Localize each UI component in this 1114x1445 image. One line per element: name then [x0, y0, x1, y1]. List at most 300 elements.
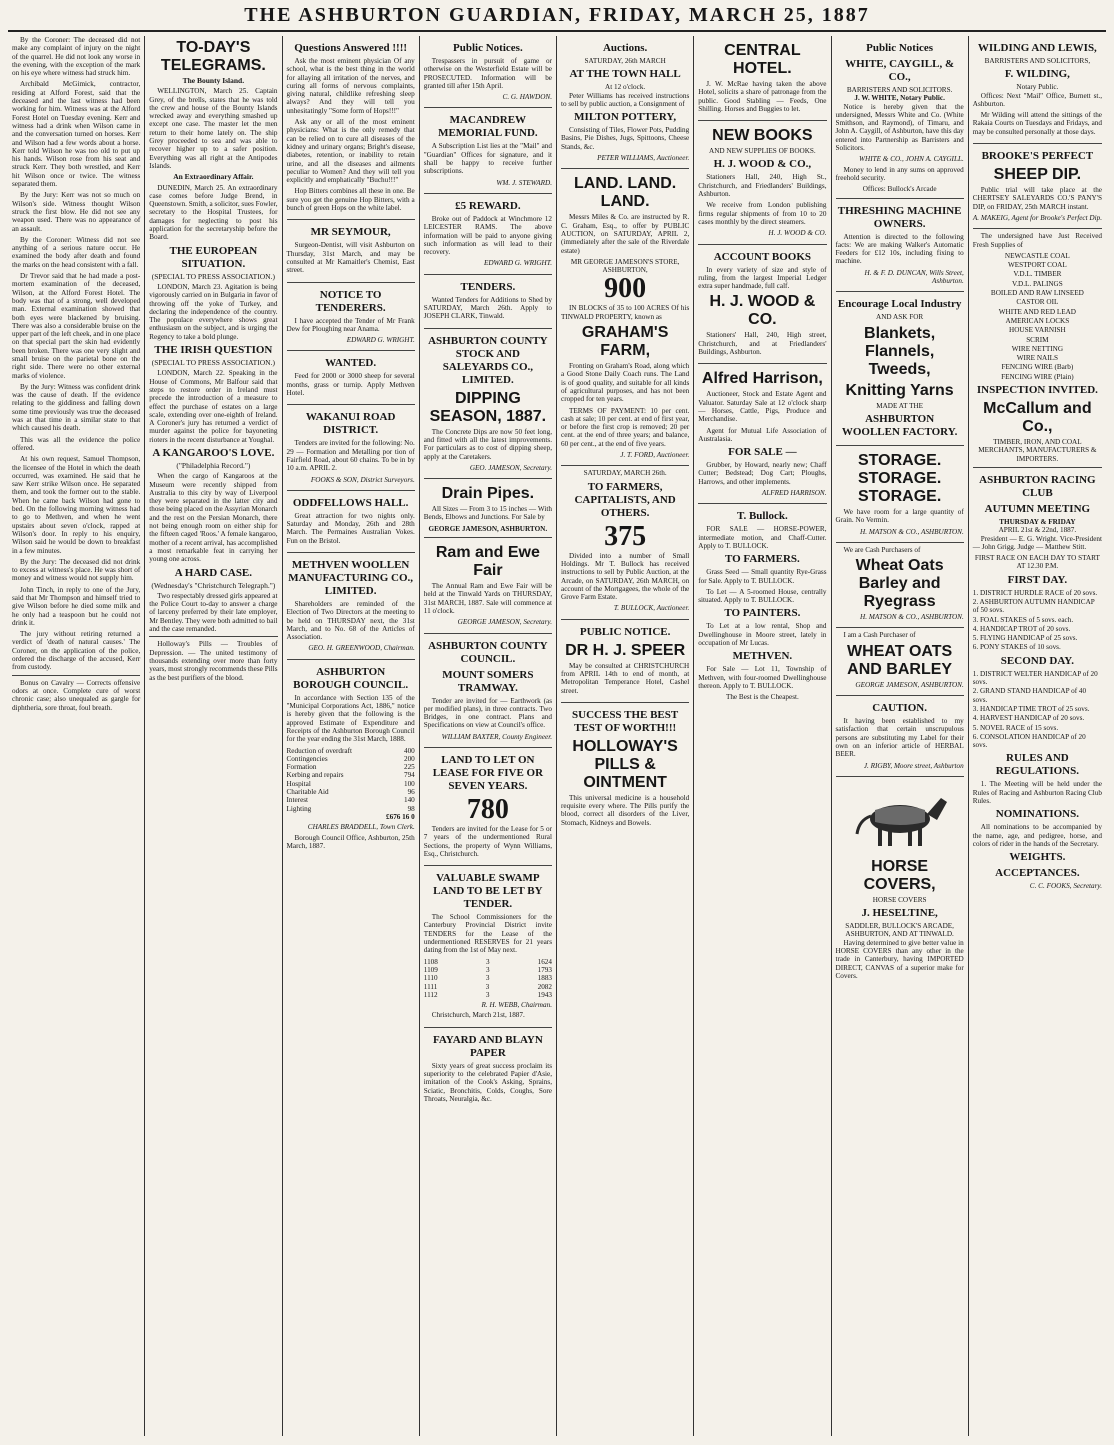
- advert-text: Wanted Tenders for Additions to Shed by SATURDAY, March 26th. Apply to JOSEPH CLARK, Tinwald.: [423, 295, 552, 321]
- advert-heading: MACANDREW MEMORIAL FUND.: [438, 114, 538, 140]
- advert: [836, 777, 964, 987]
- estimate-amount: 225: [403, 763, 415, 772]
- advert-heading: TENDERS.: [460, 280, 516, 293]
- advert-text: Stationers' Hall, 240, High street, Christchurch, and at Friedlanders' Buildings, Ashburton.: [698, 331, 827, 357]
- advert-text: The Concrete Dips are now 50 feet long, and fitted with all the latest improvements. For particulars as to cost of dipping sheep, apply at the Caretakers.: [423, 427, 552, 461]
- advert-text: Ask any or all of the most eminent physicians: What is the only remedy that can be relied on to cure all diseases of the kidney and urinary organs; Bright's disease, diabetes, retention, or inability to retain urine, and all the diseases and ailments peculiar to Women? And they will tell you explicitly and emphatically "Buchu!!!": [286, 118, 415, 185]
- list-item: 4. HARVEST HANDICAP of 20 sovs.: [972, 714, 1085, 723]
- advert-heading: Auctions.: [602, 42, 648, 54]
- advert: [424, 1028, 552, 1110]
- estimate-amount: 98: [407, 804, 415, 813]
- advert-signature: H. MATSON & CO., ASHBURTON.: [860, 527, 964, 536]
- advert-heading: NOTICE TO TENDERERS.: [315, 288, 386, 314]
- advert: [287, 553, 415, 660]
- section-subheading: (SPECIAL TO PRESS ASSOCIATION.): [151, 271, 275, 281]
- list-item: FENCING WIRE (Plain): [1001, 372, 1074, 381]
- reserve-acres: 2082: [537, 982, 552, 991]
- advert: [973, 36, 1102, 144]
- advert-date: Borough Council Office, Ashburton, 25th March, 1887.: [286, 833, 415, 850]
- advert: [287, 491, 415, 553]
- advert-signature: J. T. FORD, Auctioneer.: [620, 451, 690, 460]
- advert-heading: BROOKE'S PERFECT: [981, 150, 1094, 163]
- list-item: 1. DISTRICT HURDLE RACE of 20 sovs.: [972, 588, 1098, 597]
- column-3: [283, 36, 420, 1436]
- advert-heading: WHEAT OATS AND BARLEY: [847, 642, 953, 678]
- list-item: 6. CONSOLATION HANDICAP of 20 sovs.: [972, 732, 1086, 750]
- advert-text: Notice is hereby given that the undersigned, Messrs White and Co. (White Smithson, and Raymond), of Timaru, and John A. Caygill, of Ashburton, have this day entered into Partnership as Barristers and Solicitors.: [835, 102, 964, 153]
- advert-text: FIRST RACE ON EACH DAY TO START AT 12.30 P.M.: [974, 554, 1100, 571]
- advert-heading: AUTUMN MEETING: [984, 502, 1091, 515]
- estimate-amount: 96: [407, 788, 415, 797]
- advert-heading: ODDFELLOWS HALL.: [292, 496, 409, 509]
- list-item: V.D.L. PALINGS: [1012, 279, 1063, 288]
- estimate-item: Kerbing and repairs: [286, 771, 344, 780]
- advert-signature: GEORGE JAMESON, ASHBURTON.: [855, 680, 964, 689]
- advert-signature: H. J. WOOD & CO.: [768, 229, 827, 238]
- advert-signature: T. BULLOCK, Auctioneer.: [613, 604, 690, 613]
- advert-heading: GRAHAM'S FARM,: [581, 324, 669, 360]
- acreage-figure: 900: [604, 273, 647, 305]
- section-heading: THE IRISH QUESTION: [154, 344, 273, 357]
- advert: [836, 628, 964, 696]
- advert-text: SATURDAY, MARCH 26th.: [583, 469, 667, 478]
- advert-text: APRIL 21st & 22nd, 1887.: [998, 526, 1077, 535]
- advert-text: Peter Williams has received instructions to sell by public auction, a Consignment of: [561, 91, 690, 108]
- column-6: [694, 36, 831, 1436]
- advert-text: The Annual Ram and Ewe Fair will be held at the Tinwald Yards on THURSDAY, 31st MARCH, 1887. Sale will commence at 11 o'clock.: [423, 582, 552, 615]
- advert-signature: H. MATSON & CO., ASHBURTON.: [860, 613, 964, 622]
- advert-heading: HOLLOWAY'S PILLS & OINTMENT: [572, 737, 678, 791]
- advert-signature: R. H. WEBB, Chairman.: [481, 1001, 552, 1010]
- advert-heading: ASHBURTON COUNTY COUNCIL.: [428, 639, 548, 665]
- advert-text: HORSE COVERS: [872, 895, 927, 904]
- advert-text: Ask the most eminent physician Of any school, what is the best thing in the world for allaying all irritation of the nerves, and curing all forms of nervous complaints, giving natural, childlike refreshing sleep always? And they will tell you unhesitatingly "Some form of Hops!!!": [286, 57, 415, 115]
- list-item: SCRIM: [1026, 335, 1049, 344]
- list-item: BOILED AND RAW LINSEED: [990, 289, 1084, 298]
- advert-signature: WILLIAM BAXTER, County Engineer.: [441, 732, 552, 741]
- reserve-acres: 1943: [537, 990, 552, 999]
- advert-heading: Ram and Ewe Fair: [435, 544, 540, 580]
- advert-heading: Public Notices.: [453, 42, 523, 54]
- column-8: [969, 36, 1106, 1436]
- advert-signature: ALFRED HARRISON.: [761, 489, 827, 498]
- reserve-row: [424, 966, 552, 974]
- advert-heading: HORSE COVERS,: [863, 857, 936, 893]
- estimate-table: [287, 747, 415, 822]
- list-item: 1. DISTRICT WELTER HANDICAP of 20 sovs.: [972, 669, 1098, 687]
- advert-heading: SECOND DAY.: [1000, 654, 1074, 667]
- reserve-row: [424, 958, 552, 966]
- advert-heading: Public Notices: [866, 42, 934, 54]
- advert-text: In accordance with Section 135 of the "Municipal Corporations Act, 1886," notice is hereby given that the following is the approved Estimate of Expenditure and Receipts of the Ashburton Borough Council for the year ending the 31st March, 1888.: [286, 693, 415, 744]
- advert-text: THURSDAY & FRIDAY: [999, 517, 1076, 526]
- advert-text: Divided into a number of Small Holdings. Mr T. Bullock has received instructions to sell by Public Auction, at the Arcade, on SATURDAY, 26th MARCH, on account of the Mortgagees, the whole of the Grove Farm Estate.: [561, 551, 690, 602]
- estimate-row: [287, 805, 415, 813]
- advert-text: This universal medicine is a household requisite every where. The Pills purify the blood, correct all disorders of the Liver, Stomach, Kidneys and Bowels.: [561, 793, 690, 827]
- advert: [424, 634, 552, 748]
- advert-text: Great attraction for two nights only. Saturday and Monday, 26th and 28th March. The Permaines Australian Vokes. Fun on the Bristol.: [286, 511, 415, 545]
- advert-heading: MOUNT SOMERS TRAMWAY.: [442, 668, 534, 694]
- advert-heading: Wheat Oats Barley and Ryegrass: [855, 557, 944, 611]
- advert-heading: J. W. WHITE, Notary Public.: [854, 94, 945, 103]
- estimate-row: [287, 796, 415, 804]
- list-item: 2. GRAND STAND HANDICAP of 40 sovs.: [972, 687, 1087, 704]
- advert-text: Hop Bitters combines all these in one. Be sure you get the genuine Hop Bitters, with a bunch of green Hops on the white label.: [286, 187, 415, 213]
- advert-heading: LAND. LAND. LAND.: [574, 175, 677, 211]
- list-item: WESTPORT COAL: [1008, 261, 1067, 270]
- section-subheading: (SPECIAL TO PRESS ASSOCIATION.): [151, 358, 275, 368]
- advert-footer: Holloway's Pills — Troubles of Depression. — The united testimony of thousands extending over more than forty years, most strongly recommends these Pills as the best purifiers of the blood.: [149, 640, 278, 682]
- advert-text: Attention is directed to the following facts: We are making Walker's Automatic Feeders for £12 10s, including fixing to machine.: [835, 232, 964, 266]
- advert-heading: CAUTION.: [872, 702, 927, 715]
- advert-signature: WHITE & CO., JOHN A. CAYGILL.: [859, 155, 964, 164]
- list-item: 5. NOVEL RACE of 15 sovs.: [972, 723, 1059, 732]
- advert-signature: GEORGE JAMESON, ASHBURTON.: [428, 524, 548, 533]
- advert: [287, 283, 415, 352]
- advert: [287, 405, 415, 490]
- section-heading: TO-DAY'S TELEGRAMS.: [160, 39, 266, 74]
- advert-heading: PUBLIC NOTICE.: [579, 625, 671, 638]
- estimate-item: Charitable Aid: [286, 788, 329, 797]
- advert-heading: TO FARMERS.: [724, 553, 800, 566]
- advert: [561, 466, 689, 619]
- advert-heading: SUCCESS THE BEST TEST OF WORTH!!!: [572, 708, 679, 734]
- advert: [424, 866, 552, 1028]
- advert-heading: T. Bullock.: [736, 510, 788, 523]
- advert-text: All nominations to be accompanied by the name, age, and pedigree, horse, and colors of rider in the hands of the Secretary.: [972, 823, 1102, 848]
- advert-text: FOR SALE — HORSE-POWER, intermediate motion, and Chaff-Cutter. Apply to T. BULLOCK.: [698, 525, 827, 550]
- horse-illustration-icon: [845, 784, 955, 854]
- advert-text: Feed for 2000 or 3000 sheep for several months, grass or turnip. Apply Methven Hotel.: [286, 372, 415, 398]
- advert: [561, 36, 689, 169]
- article-paragraph: By the Jury: Witness was confident drink was the cause of death. If the evidence relating to the giddiness and falling down some time previously was true the deceased was at that time in a similar state to that which caused his death.: [12, 382, 141, 433]
- list-item: 2. ASHBURTON AUTUMN HANDICAP of 50 sovs.: [972, 597, 1095, 615]
- advert-signature: C. C. FOOKS, Secretary.: [1029, 882, 1102, 891]
- reserve-row: [424, 974, 552, 982]
- reserve-no: 1109: [423, 965, 438, 974]
- advert: [698, 504, 826, 705]
- advert-text: Messrs Miles & Co. are instructed by R. C. Graham, Esq., to offer by PUBLIC AUCTION, on SATURDAY, APRIL 2, (immediately after the sale of the Riverdale estate): [561, 213, 690, 255]
- advert-heading: WHITE, CAYGILL, & CO.,: [845, 58, 955, 83]
- column-1: [8, 36, 145, 1436]
- advert-text: Auctioneer, Stock and Estate Agent and Valuator. Saturday Sale at 12 o'clock sharp — Horses, Cattle, Pigs, Produce and Merchandise.: [698, 390, 827, 424]
- estimate-item: Lighting: [286, 804, 312, 813]
- advert: [973, 468, 1102, 897]
- advert-heading: ASHBURTON COUNTY STOCK AND SALEYARDS CO., LIMITED.: [428, 334, 548, 386]
- section-heading: A KANGAROO'S LOVE.: [152, 446, 275, 459]
- advert-heading: Blankets, Flannels, Tweeds,: [864, 324, 936, 378]
- advert: [973, 229, 1102, 468]
- advert: [424, 329, 552, 479]
- list-item: 5. FLYING HANDICAP of 25 sovs.: [972, 634, 1078, 643]
- advert-footer: Bonus on Cavalry — Corrects offensive odors at once. Complete cure of worst chronic case; also unequaled as gargle for diphtheria, sore throat, foul breath.: [12, 678, 141, 712]
- advert-heading: Questions Answered !!!!: [294, 42, 408, 54]
- article-paragraph: John Tinch, in reply to one of the Jury, said that Mr Thompson and himself tried to give Wilson before he died some milk and he only had a teaspoon but he could not drink it.: [12, 585, 141, 627]
- advert-text: A Subscription List lies at the "Mail" and "Guardian" Offices for signature, and it shall be happy to receive further subscriptions.: [423, 142, 552, 176]
- advert-signature: GEO. H. GREENWOOD, Chairman.: [308, 644, 415, 653]
- race-list: [973, 670, 1102, 750]
- advert: [287, 36, 415, 220]
- advert-heading: METHVEN.: [732, 650, 793, 663]
- advert-signature: J. RIGBY, Moore street, Ashburton: [863, 761, 964, 770]
- advert-text: BARRISTERS AND SOLICITORS.: [846, 86, 953, 94]
- article-paragraph: Archibald McGimick, contractor, residing at Alford Forest, said that the deceased and the last witness had been working for him. Witness was at the Alford Forest Hotel on Tuesday evening. Kerr and witness had a drink when Wilson came in and the conversation turned on horses. Kerr and Wilson had a few words about a horse. Kerr told Wilson he was too old to put up his hands. Wilson rose from his seat and struck Kerr. They both wrestled, and Kerr hit Wilson once or twice. The witness separated them.: [12, 80, 141, 189]
- advert-text: Sixty years of great success proclaim its superiority to the celebrated Papier d'Asie, imitation of the Cook's Asking, Sprains, Sciatic, Bronchitis, Colds, Coughs, Sore Throats, Neuralgia, &c.: [423, 1061, 552, 1103]
- reserve-area: 3: [485, 957, 490, 966]
- advert: [424, 36, 552, 108]
- article-paragraph: By the Coroner: The deceased did not make any complaint of injury on the night of the quarrel. He did not look any worse in the evening, with the exception of the mark on his eye where witness had struck him.: [12, 36, 141, 78]
- advert-text: The undersigned have Just Received Fresh Supplies of: [972, 232, 1102, 249]
- divider: [12, 675, 140, 676]
- advert-text: Tenders are invited for the following: No. 29 — Formation and Metalling por tion of Fairfield Road, about 60 chains. To be in by 10 a.m. APRIL 2.: [286, 439, 415, 473]
- advert: [836, 543, 964, 629]
- article-title: An Extraordinary Affair.: [173, 172, 254, 182]
- advert-date: Christchurch, March 21st, 1887.: [431, 1011, 525, 1020]
- reserve-no: 1110: [423, 974, 438, 983]
- advert-text: We receive from London publishing firms regular shipments of from 10 to 20 cases monthly by the direct steamers.: [698, 201, 827, 226]
- advert-footer: The Best is the Cheapest.: [725, 693, 799, 702]
- advert: [698, 36, 826, 121]
- advert: [287, 660, 415, 857]
- reserve-acres: 1793: [537, 965, 552, 974]
- advert-heading: Alfred Harrison,: [701, 370, 823, 388]
- advert-heading: WANTED.: [325, 357, 377, 370]
- article-paragraph: LONDON, March 22. Speaking in the House of Commons, Mr Balfour said that steps to restore order in Ireland must precede the introduction of a measure to effect the purchase of estates on a large scale, extending over one-eighth of Ireland. A Coroner's jury has returned a verdict of murder against the police for bayoneting rioters in the recent disturbance at Youghal.: [149, 369, 278, 444]
- article-paragraph: By the Jury: The deceased did not drink to excess at witness's place. He was short of money and witness would not supply him.: [12, 557, 141, 583]
- advert-text: May be consulted at CHRISTCHURCH from APRIL 14th to end of month, at Metropolitan Temperance Hotel, Cashel street.: [561, 661, 690, 695]
- list-item: 3. FOAL STAKES of 5 sovs. each.: [972, 615, 1074, 624]
- advert-text: BARRISTERS AND SOLICITORS,: [984, 57, 1091, 65]
- advert-heading: ASHBURTON BOROUGH COUNCIL.: [293, 665, 409, 691]
- advert-heading: H. J. WOOD & CO.,: [713, 158, 812, 171]
- advert-heading: DR H. J. SPEER: [565, 641, 686, 659]
- estimate-item: Contingencies: [286, 754, 328, 763]
- advert-signature: WM. J. STEWARD.: [496, 178, 552, 187]
- list-item: 4. HANDICAP TROT of 20 sovs.: [972, 624, 1071, 633]
- article-paragraph: WELLINGTON, March 25. Captain Grey, of the brells, states that he was told the crew and house of the Bounty Islands wrecked away and everything smashed up except one case. The master let the men return to their home lately on. The ship Grey proceeded to sea and was able to recover higher up to a safer position. Everything was all right at the Antipodes Islands.: [149, 87, 278, 170]
- advert-heading: DIPPING SEASON, 1887.: [429, 389, 547, 425]
- article-paragraph: Dr Trevor said that he had made a post-mortem examination of the deceased, Wilson, at the Alford Forest Hotel. The body was that of a strong, well developed man. External examination showed that both eyes were blackened by bruising. There was also a considerable bruise on the upper part of the left cheek, and in one place on that special part the skin had evidently been broken. There was one very slight and small bruise on the parietal bone on the right side. There were no other external marks of violence.: [12, 272, 141, 380]
- advert-signature: GEO. JAMESON, Secretary.: [469, 463, 552, 472]
- advert-text: At 12 o'clock.: [605, 83, 646, 92]
- advert-signature: A. MAKEIG, Agent for Brooke's Perfect Dip.: [972, 213, 1102, 222]
- list-item: WIRE NETTING: [1011, 344, 1064, 353]
- advert: [836, 199, 964, 293]
- advert-text: The School Commissioners for the Canterbury Provincial District invite TENDERS for the Lease of the undermentioned RESERVES for 21 years dating from the 1st of May next.: [423, 913, 552, 955]
- estimate-row: [287, 763, 415, 771]
- advert-text: Shareholders are reminded of the Election of Two Directors at the meeting to be held on THURSDAY next, the 31st March, and to No. 68 of the Articles of Association.: [286, 599, 415, 642]
- advert-text: MADE AT THE: [876, 401, 924, 410]
- advert-text: Grass Seed — Small quantity Rye-Grass for Sale. Apply to T. BULLOCK.: [698, 568, 827, 585]
- advert-heading: WAKANUI ROAD DISTRICT.: [305, 411, 396, 437]
- advert-heading: F. WILDING,: [1004, 68, 1070, 81]
- article-paragraph: DUNEDIN, March 25. An extraordinary case comes before Judge Brend, in Queenstown. Smith, a solicitor, sues Fowler, secretary to the Hospital Trustees, for damages for neglecting to post his application for the secretaryship before the Board.: [149, 183, 278, 242]
- advert-heading: TO PAINTERS.: [724, 607, 801, 620]
- estimate-row: [287, 771, 415, 779]
- advert-heading: NEW BOOKS: [712, 127, 813, 145]
- advert: [424, 479, 552, 538]
- advert-heading: Encourage Local Industry: [837, 298, 962, 311]
- advert-text: Surgeon-Dentist, will visit Ashburton on Thursday, 31st March, and may be consulted at Mr Kamaitler's Chemist, East street.: [286, 241, 415, 275]
- advert: [836, 36, 964, 199]
- advert: [836, 696, 964, 777]
- estimate-amount: 200: [403, 754, 415, 763]
- section-heading: THE EUROPEAN SITUATION.: [169, 244, 258, 270]
- advert-heading: STORAGE. STORAGE. STORAGE.: [857, 451, 942, 505]
- advert-signature: GEORGE JAMESON, Secretary.: [457, 618, 552, 627]
- advert: [561, 620, 689, 703]
- advert-heading: FAYARD AND BLAYN PAPER: [432, 1033, 543, 1059]
- list-item: AMERICAN LOCKS: [1005, 316, 1070, 325]
- advert-signature: FOOKS & SON, District Surveyors.: [310, 475, 415, 484]
- advert-heading: NOMINATIONS.: [995, 808, 1079, 821]
- advert-heading: METHVEN WOOLLEN MANUFACTURING CO., LIMITED.: [288, 558, 413, 597]
- advert: [424, 748, 552, 866]
- advert: [836, 292, 964, 446]
- estimate-row: [287, 780, 415, 788]
- advert-text: Offices: Next "Mail" Office, Burnett st., Ashburton.: [972, 91, 1102, 108]
- advert-heading: AT THE TOWN HALL: [569, 68, 681, 81]
- list-item: FENCING WIRE (Barb): [1001, 363, 1074, 372]
- advert-signature: EDWARD G. WRIGHT.: [346, 336, 415, 345]
- advert-text: Stationers Hall, 240, High St., Christchurch, and Friedlanders' Buildings, Ashburton.: [698, 173, 827, 199]
- estimate-item: Formation: [286, 763, 317, 772]
- advert: [836, 446, 964, 543]
- advert-text: We have room for a large quantity of Grain. No Vermin.: [835, 507, 964, 525]
- estimate-row: [287, 788, 415, 796]
- advert: [424, 275, 552, 329]
- advert-heading: LAND TO LET ON LEASE FOR FIVE OR SEVEN YEARS.: [432, 753, 544, 792]
- advert-text: President — E. G. Wright. Vice-President — John Grigg. Judge — Matthew Stitt.: [972, 534, 1102, 551]
- advert-heading: VALUABLE SWAMP LAND TO BE LET BY TENDER.: [433, 872, 543, 911]
- advert-heading: SHEEP DIP.: [993, 166, 1082, 184]
- race-list: [973, 589, 1102, 652]
- list-item: CASTOR OIL: [1016, 298, 1059, 307]
- advert: [698, 364, 826, 504]
- section-heading: A HARD CASE.: [174, 566, 253, 579]
- article-paragraph: At his own request, Samuel Thompson, the licensee of the Hotel in which the death occurred, was examined. He said that he saw Kerr strike Wilson once. He separated them, and took the former out to the stable. When he came back Wilson had gone to bed. On the following morning witness had to go to Methven, and when he went upstairs about seven o'clock, rapped at Wilson's door. In reply to his enquiry, Wilson said he would be down to breakfast in a few minutes.: [12, 455, 141, 555]
- masthead-rule: [8, 30, 1106, 32]
- estimate-item: Interest: [286, 796, 309, 805]
- divider: [149, 636, 277, 637]
- advert-heading: H. J. WOOD & CO.: [709, 293, 816, 329]
- advert-text: To Let at a low rental, Shop and Dwellinghouse in Moore street, lately in occupation of Mr Lucas.: [698, 622, 827, 647]
- advert-text: Tender are invited for — Earthwork (as per modified plans), in three contracts. Two Bridges, in one contract. Plans and Specifications on view at Council's office.: [423, 696, 552, 730]
- advert-heading: WILDING AND LEWIS,: [977, 42, 1097, 54]
- advert-signature: PETER WILLIAMS, Auctioneer.: [597, 154, 690, 163]
- advert-heading: ACCOUNT BOOKS: [713, 250, 812, 263]
- reserve-area: 3: [485, 990, 490, 999]
- advert-text: SATURDAY, 26th MARCH: [584, 57, 666, 65]
- advert-text: TIMBER, IRON, AND COAL MERCHANTS, MANUFACTURERS & IMPORTERS.: [978, 438, 1097, 463]
- list-item: 3. HANDICAP TIME TROT of 25 sovs.: [972, 704, 1090, 713]
- advert-text: 1. The Meeting will be held under the Rules of Racing and Ashburton Racing Club Rules.: [972, 780, 1102, 806]
- list-item: NEWCASTLE COAL: [1004, 251, 1070, 260]
- advert-text: Trespassers in pursuit of game or otherwise on the Westerfield Estate will be PROSECUTED. Information will be granted till after 15th April.: [423, 57, 552, 90]
- advert-heading: Drain Pipes.: [441, 485, 535, 503]
- section-subheading: (Wednesday's "Christchurch Telegraph."): [151, 580, 276, 590]
- advert-heading: INSPECTION INVITED.: [976, 384, 1098, 397]
- advert-text: Tenders are invited for the Lease for 5 or 7 years of the undermentioned Rural Sections, the property of Wynn Williams, Esq., Christchurch.: [423, 824, 552, 858]
- advert-heading: TO FARMERS, CAPITALISTS, AND OTHERS.: [574, 480, 676, 519]
- advert-text: J. W. McRae having taken the above Hotel, solicits a share of patronage from the public. Good Stabling — Feeds, One Shilling. Horses and Buggies to let.: [698, 80, 827, 113]
- advert-text: SADDLER, BULLOCK'S ARCADE, ASHBURTON, AND AT TINWALD.: [845, 922, 954, 939]
- advert-text: Notary Public.: [1016, 83, 1059, 92]
- estimate-item: Hospital: [286, 779, 311, 788]
- advert: [561, 703, 689, 834]
- section-subheading: ("Philadelphia Record."): [176, 460, 251, 470]
- advert-signature: H. & F. D. DUNCAN, Wills Street, Ashburton.: [864, 268, 964, 286]
- advert-text: Public trial will take place at the CHERTSEY SALEYARDS CO.'S PANY'S DIP, on FRIDAY, 25th MARCH instant.: [972, 186, 1102, 211]
- article-paragraph: The jury without retiring returned a verdict of 'death of natural causes.' The Coroner, on the application of the police, ordered the discharge of the accused, Kerr from custody.: [12, 630, 141, 672]
- article-paragraph: LONDON, March 23. Agitation is being vigorously carried on in Bulgaria in favor of throwing off the yoke of Turkey, and declaring the independence of the country. The populace everywhere shows great enthusiasm on the subject, and is urging the Regency to take a bold plunge.: [149, 282, 278, 341]
- advert-text: Money to lend in any sums on approved freehold security.: [835, 165, 964, 182]
- column-7: [832, 36, 969, 1436]
- advert: [424, 108, 552, 193]
- article-paragraph: By the Jury: Kerr was not so much on Wilson's side. Witness thought Wilson struck the first blow. He did not see any weapon used. There was no appearance of an assault.: [12, 191, 141, 233]
- advert-heading: Knitting Yarns: [845, 381, 954, 399]
- columns: [8, 36, 1106, 1436]
- estimate-amount: 794: [403, 771, 415, 780]
- estimate-total: £676 16 0: [386, 812, 415, 821]
- estimate-amount: 400: [403, 746, 415, 755]
- advert-text: IN BLOCKS of 35 to 100 ACRES Of his TINWALD PROPERTY, known as: [561, 304, 690, 321]
- advert-text: AND NEW SUPPLIES OF BOOKS.: [709, 147, 816, 156]
- advert-heading: £5 REWARD.: [455, 199, 521, 212]
- list-item: WIRE NAILS: [1016, 354, 1059, 363]
- advert-text: It having been established to my satisfaction that certain unscrupulous persons are substituting my Label for their own on an inferior article of HERBAL BEER.: [835, 717, 964, 759]
- reserve-area: 3: [485, 965, 490, 974]
- advert-text: In every variety of size and style of ruling, from the largest Imperial Ledger extra super handmade, full calf.: [698, 265, 827, 291]
- reserve-acres: 1883: [537, 974, 552, 983]
- advert-text: Consisting of Tiles, Flower Pots, Pudding Basins, Pie Dishes, Jugs, Spittoons, Cheese Stands, &c.: [561, 126, 690, 151]
- list-item: 6. PONY STAKES of 10 sovs.: [972, 643, 1061, 652]
- reserve-no: 1111: [423, 982, 438, 991]
- reserve-row: [424, 983, 552, 991]
- estimate-amount: 100: [403, 779, 415, 788]
- advert-text: Broke out of Paddock at Winchmore 12 LEICESTER RAMS. The above information will be paid to anyone giving such information as will lead to their recovery.: [423, 214, 552, 257]
- column-5: [557, 36, 694, 1436]
- advert-signature: EDWARD G. WRIGHT.: [483, 259, 552, 268]
- advert: [287, 220, 415, 282]
- advert-heading: ASHBURTON WOOLLEN FACTORY.: [841, 412, 958, 438]
- advert-heading: ASHBURTON RACING CLUB: [979, 473, 1096, 499]
- supplies-list: [973, 252, 1102, 381]
- advert-text: All Sizes — From 3 to 15 inches — With Bends, Elbows and Junctions. For Sale by: [423, 505, 552, 522]
- article-paragraph: Two respectably dressed girls appeared at the Police Court to-day to answer a charge of larceny preferred by their late employer, Mr Bentley. They were both admitted to bail and the case remanded.: [149, 591, 278, 634]
- column-4: [420, 36, 557, 1436]
- advert-heading: WEIGHTS.: [1009, 851, 1066, 864]
- advert-text: Agent for Mutual Life Association of Australasia.: [698, 426, 827, 443]
- advert: [287, 351, 415, 405]
- advert-heading: McCallum and Co.,: [983, 400, 1092, 436]
- estimate-item: Reduction of overdraft: [286, 746, 352, 755]
- advert-heading: J. HESELTINE,: [861, 907, 938, 920]
- reserve-no: 1112: [423, 990, 438, 999]
- advert-text: Offices: Bullock's Arcade: [862, 185, 937, 194]
- advert-text: I am a Cash Purchaser of: [843, 631, 916, 640]
- advert-text: Grubber, by Howard, nearly new; Chaff Cutter; Bedstead; Dog Cart; Ploughs, Harrows, and other implements.: [698, 461, 827, 486]
- estimate-row: [287, 755, 415, 763]
- estimate-row: [287, 747, 415, 755]
- advert: [698, 245, 826, 365]
- article-paragraph: When the cargo of Kangaroos at the Museum were recently shipped from Australia to this city by way of Liverpool they were separated in the latter city and those being placed on the Assyrian Monarch and the rest on the Persian Monarch, there not being enough room on either ship for the fifteen caged 'Roos.' A female kangaroo, mother of a recent arrival, has accomplished a most remarkable feat in carrying her young one across.: [149, 472, 278, 564]
- advert-heading: FIRST DAY.: [1007, 573, 1068, 586]
- advert-text: Fronting on Graham's Road, along which a Good Stone Daily Coach runs. The Land is of good quality, and suitable for all kinds of agricultural purposes, and has not been cropped for ten years.: [561, 362, 690, 404]
- acreage-figure: 780: [466, 793, 509, 825]
- advert-heading: CENTRAL HOTEL.: [724, 42, 801, 77]
- advert-heading: ACCEPTANCES.: [995, 867, 1080, 880]
